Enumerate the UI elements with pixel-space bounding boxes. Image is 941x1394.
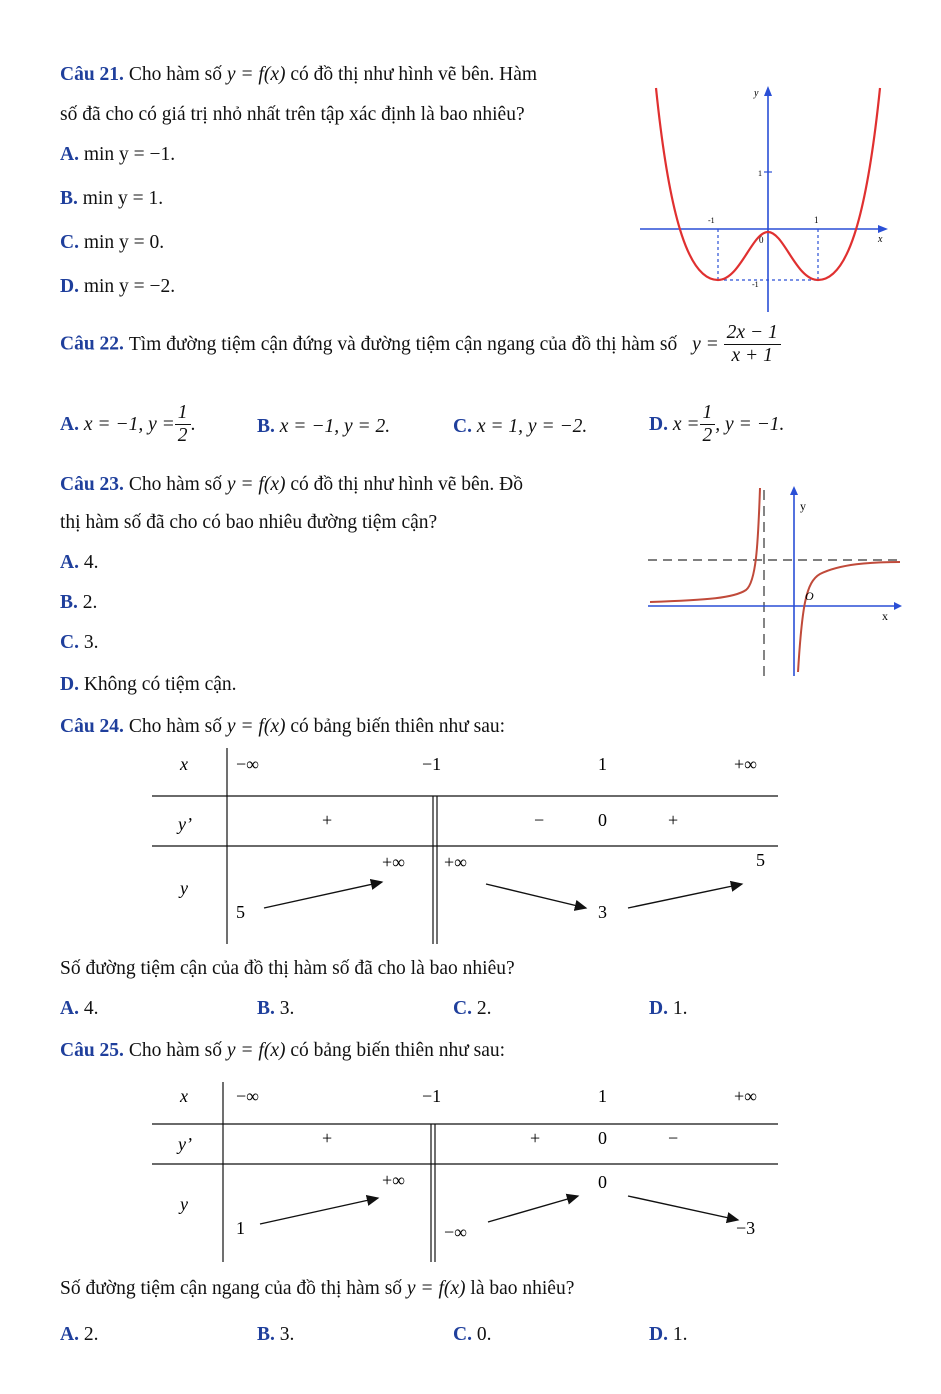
q24-x-neg-inf: −∞ bbox=[236, 754, 259, 774]
q25-x-label: x bbox=[180, 1086, 188, 1106]
q21-option-b[interactable]: B. min y = 1. bbox=[60, 188, 164, 209]
q24-option-c[interactable]: C. 2. bbox=[453, 998, 492, 1019]
q22-label: Câu 22. bbox=[60, 333, 124, 355]
q21-tick-1-x: 1 bbox=[814, 215, 819, 225]
q25-question: Số đường tiệm cận ngang của đồ thị hàm số y = f(x) là bao nhiêu? bbox=[60, 1278, 575, 1299]
q25-sign-1: + bbox=[322, 1128, 333, 1148]
q21-option-d[interactable]: D. min y = −2. bbox=[60, 276, 176, 297]
q25-stem: Câu 25. Cho hàm số y = f(x) có bảng biến thiên như sau: bbox=[60, 1040, 506, 1061]
q24-x-1: 1 bbox=[598, 754, 607, 774]
q23-curve-left bbox=[650, 488, 760, 602]
q23-label: Câu 23. bbox=[60, 474, 124, 495]
q21-stem-line2: số đã cho có giá trị nhỏ nhất trên tập xác định là bao nhiêu? bbox=[60, 104, 525, 125]
q24-option-d[interactable]: D. 1. bbox=[649, 998, 688, 1019]
q25-yp-label: y’ bbox=[178, 1134, 192, 1154]
q21-x-arrow bbox=[878, 225, 888, 233]
q24-y-right-limit: +∞ bbox=[444, 852, 467, 872]
q21-x-label: x bbox=[878, 234, 883, 245]
q22-option-a[interactable]: A. x = −1, y = $\frac{1}{2}$ . bbox=[60, 402, 196, 447]
q24-y-start: 5 bbox=[236, 902, 245, 922]
q24-question: Số đường tiệm cận của đồ thị hàm số đã cho là bao nhiêu? bbox=[60, 958, 515, 979]
q25-x-neg-inf: −∞ bbox=[236, 1086, 259, 1106]
q25-x-pos-inf: +∞ bbox=[734, 1086, 757, 1106]
q21-y-arrow bbox=[764, 86, 772, 96]
q21-tick-neg1-x: -1 bbox=[708, 216, 715, 225]
q21-tick-1-y: 1 bbox=[758, 169, 762, 178]
q23-stem-line1: Câu 23. Cho hàm số y = f(x) có đồ thị như hình vẽ bên. Đồ bbox=[60, 474, 523, 495]
q22-option-d[interactable]: D. x = $\frac{1}{2}$ , y = −1. bbox=[649, 402, 785, 447]
q25-option-d[interactable]: D. 1. bbox=[649, 1324, 688, 1345]
q24-variation-table bbox=[150, 748, 780, 944]
q21-text-b: có đồ thị như hình vẽ bên. Hàm bbox=[290, 64, 538, 85]
q25-sign-zero: 0 bbox=[598, 1128, 607, 1148]
q24-x-label: x bbox=[180, 754, 188, 774]
q24-y-left-limit: +∞ bbox=[382, 852, 405, 872]
q24-y-label: y bbox=[180, 878, 188, 898]
q25-label: Câu 25. bbox=[60, 1040, 124, 1061]
q24-yp-label: y’ bbox=[178, 814, 192, 834]
q24-option-a[interactable]: A. 4. bbox=[60, 998, 99, 1019]
q25-y-max: 0 bbox=[598, 1172, 607, 1192]
q25-option-a[interactable]: A. 2. bbox=[60, 1324, 99, 1345]
q22-stem bbox=[60, 322, 781, 368]
q21-label: Câu 21. bbox=[60, 64, 124, 85]
q22-func-lhs: y = bbox=[692, 334, 719, 356]
q21-func: y = f(x) bbox=[226, 64, 286, 85]
q23-y-label: y bbox=[800, 499, 806, 513]
q25-x-1: 1 bbox=[598, 1086, 607, 1106]
q22-func-frac: $\frac{2x - 1}{x + 1}$ bbox=[724, 322, 781, 368]
q21-tick-neg1-y: -1 bbox=[752, 280, 759, 289]
q21-stem-line1 bbox=[60, 64, 537, 86]
q21-option-a[interactable]: A. min y = −1. bbox=[60, 144, 176, 165]
q23-x-arrow bbox=[894, 602, 902, 610]
q23-option-c[interactable]: C. 3. bbox=[60, 632, 99, 653]
q23-option-a[interactable]: A. 4. bbox=[60, 552, 99, 573]
q22-option-b[interactable]: B. x = −1, y = 2. bbox=[257, 416, 391, 437]
q23-option-d[interactable]: D. Không có tiệm cận. bbox=[60, 674, 237, 695]
q25-sign-2: + bbox=[530, 1128, 541, 1148]
q24-sign-2: − bbox=[534, 810, 545, 830]
q21-option-c[interactable]: C. min y = 0. bbox=[60, 232, 165, 253]
q21-text-a: Cho hàm số bbox=[128, 64, 222, 85]
q24-stem: Câu 24. Cho hàm số y = f(x) có bảng biến thiên như sau: bbox=[60, 716, 506, 737]
q25-variation-table bbox=[150, 1082, 780, 1262]
q22-text: Tìm đường tiệm cận đứng và đường tiệm cận ngang của đồ thị hàm số bbox=[128, 334, 678, 356]
q23-origin: O bbox=[805, 589, 814, 603]
q24-sign-zero: 0 bbox=[598, 810, 607, 830]
q25-option-c[interactable]: C. 0. bbox=[453, 1324, 492, 1345]
q24-label: Câu 24. bbox=[60, 716, 124, 737]
q25-x-neg1: −1 bbox=[422, 1086, 442, 1106]
q24-sign-1: + bbox=[322, 810, 333, 830]
q24-x-pos-inf: +∞ bbox=[734, 754, 757, 774]
q23-stem-line2: thị hàm số đã cho có bao nhiêu đường tiệm cận? bbox=[60, 512, 438, 533]
q24-x-neg1: −1 bbox=[422, 754, 442, 774]
q23-x-label: x bbox=[882, 609, 888, 623]
q25-y-right-limit: −∞ bbox=[444, 1222, 467, 1242]
q22-option-c[interactable]: C. x = 1, y = −2. bbox=[453, 416, 588, 437]
q24-sign-3: + bbox=[668, 810, 679, 830]
q25-option-b[interactable]: B. 3. bbox=[257, 1324, 295, 1345]
q24-option-b[interactable]: B. 3. bbox=[257, 998, 295, 1019]
q24-y-pos-inf-limit: 5 bbox=[756, 850, 765, 870]
q23-graph bbox=[648, 486, 904, 678]
q21-graph bbox=[640, 84, 890, 316]
q25-y-end: −3 bbox=[736, 1218, 756, 1238]
q23-option-b[interactable]: B. 2. bbox=[60, 592, 98, 613]
q24-y-min: 3 bbox=[598, 902, 607, 922]
q25-y-start: 1 bbox=[236, 1218, 245, 1238]
q25-y-left-limit: +∞ bbox=[382, 1170, 405, 1190]
q25-y-label: y bbox=[180, 1194, 188, 1214]
q21-origin: 0 bbox=[759, 235, 764, 245]
q25-sign-3: − bbox=[668, 1128, 679, 1148]
q21-y-label: y bbox=[754, 88, 759, 99]
q23-y-arrow bbox=[790, 486, 798, 495]
